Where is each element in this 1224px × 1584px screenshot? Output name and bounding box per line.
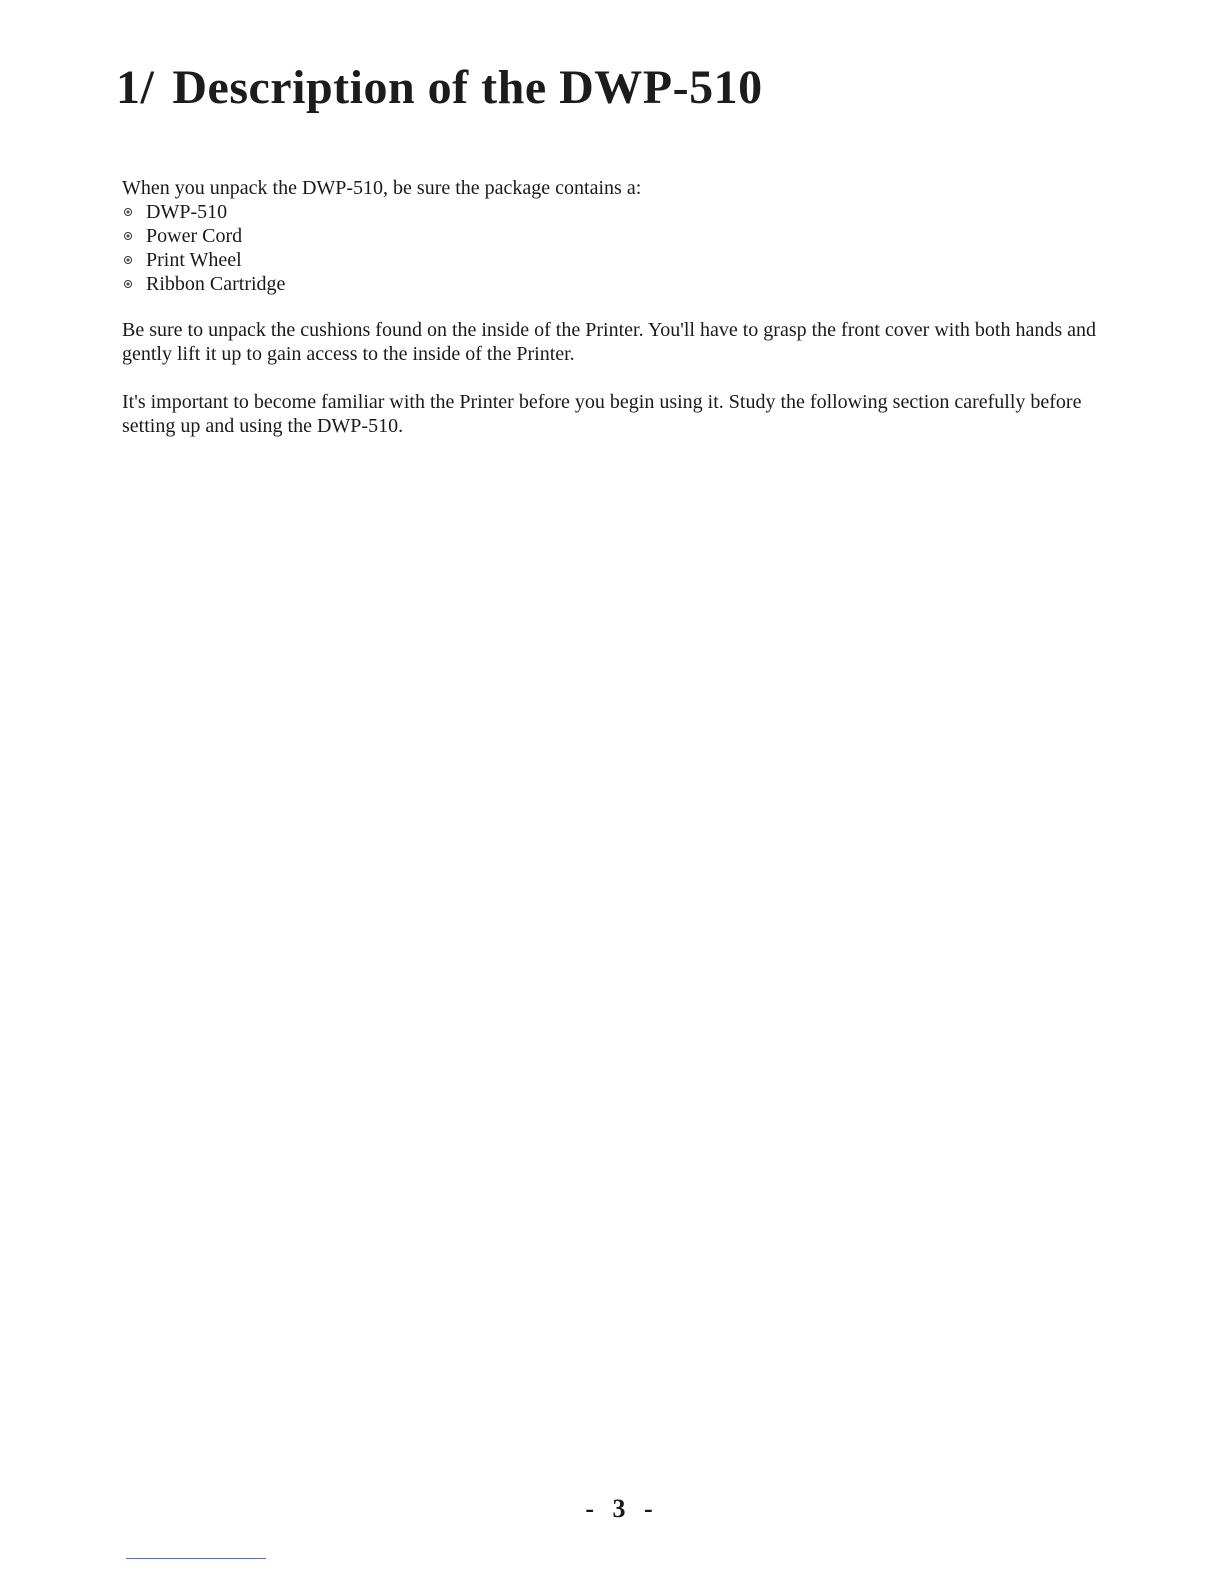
list-item — [122, 248, 285, 272]
list-item-label: DWP-510 — [146, 201, 228, 223]
list-item — [122, 224, 285, 248]
list-item — [122, 200, 285, 224]
bullet-icon — [124, 256, 132, 264]
bullet-icon — [124, 280, 132, 288]
bullet-icon — [124, 232, 132, 240]
unpack-paragraph: Be sure to unpack the cushions found on the inside of the Printer. You'll have to grasp the front cover with both hands and gently lift it up to gain access to the inside of the Printer. — [122, 319, 1096, 365]
list-item — [122, 272, 285, 296]
list-item-label: Print Wheel — [146, 249, 242, 271]
familiarize-paragraph: It's important to become familiar with the Printer before you begin using it. Study the following section carefully before setting up and using the DWP-510. — [122, 391, 1082, 437]
list-item-label: Ribbon Cartridge — [146, 273, 286, 295]
section-number: 1/ — [116, 61, 155, 114]
page-title — [116, 60, 763, 115]
section-title: Description of the DWP-510 — [172, 61, 763, 114]
list-item-label: Power Cord — [146, 225, 243, 247]
package-contents-list — [122, 200, 285, 296]
footer-rule — [126, 1558, 266, 1559]
bullet-icon — [124, 208, 132, 216]
page-number: - 3 - — [585, 1494, 659, 1523]
intro-text: When you unpack the DWP-510, be sure the package contains a: — [122, 177, 642, 199]
